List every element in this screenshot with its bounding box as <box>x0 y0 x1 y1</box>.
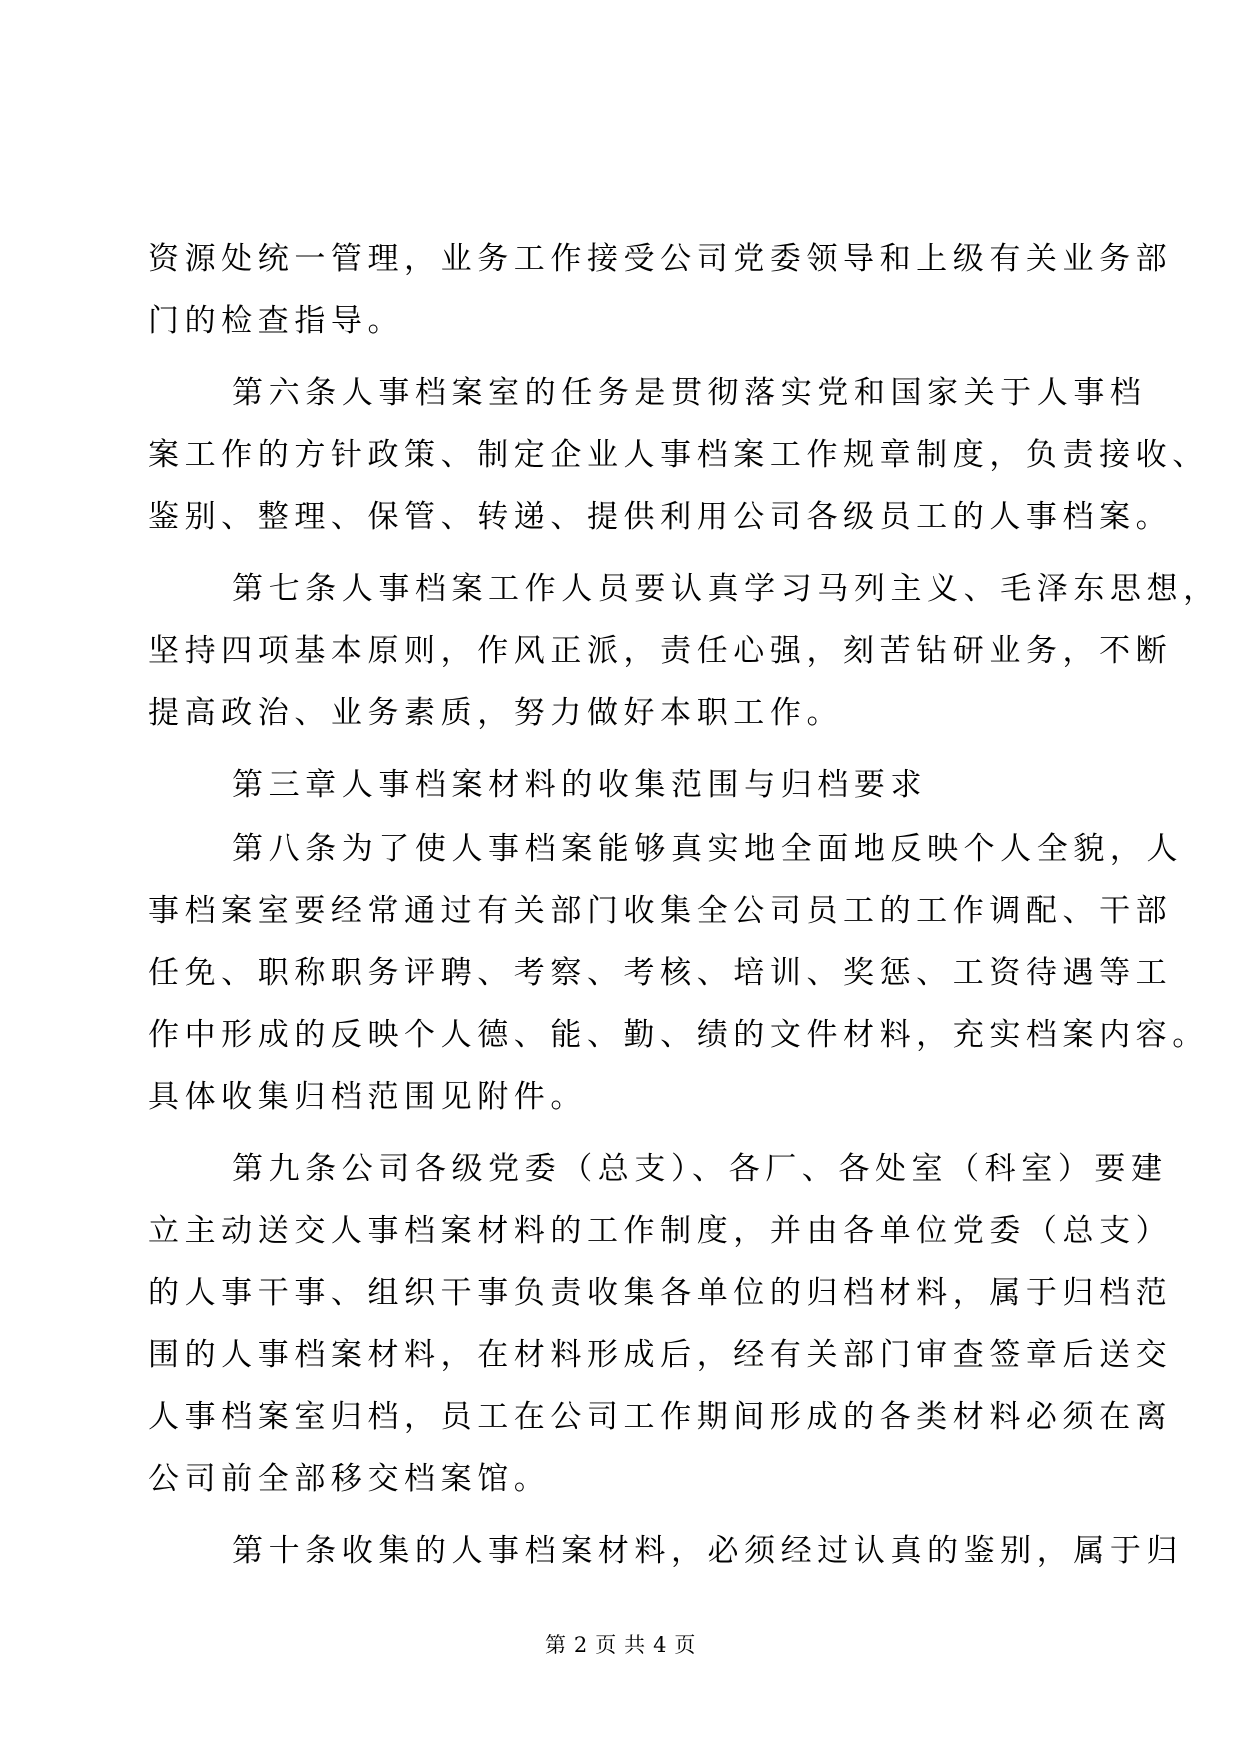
text-line: 任免、职称职务评聘、考察、考核、培训、奖惩、工资待遇等工 <box>148 955 1173 991</box>
article-10-line: 第十条收集的人事档案材料，必须经过认真的鉴别，属于归 <box>232 1533 1184 1569</box>
page-number: 第 2 页 共 4 页 <box>544 1633 697 1657</box>
article-6-line: 第六条人事档案室的任务是贯彻落实党和国家关于人事档 <box>232 375 1147 411</box>
text-line: 案工作的方针政策、制定企业人事档案工作规章制度，负责接收、 <box>148 437 1209 473</box>
text-line: 门的检查指导。 <box>148 303 405 339</box>
text-line: 立主动送交人事档案材料的工作制度，并由各单位党委（总支） <box>148 1213 1173 1249</box>
text-line: 公司前全部移交档案馆。 <box>148 1461 551 1497</box>
document-body <box>148 228 1220 1582</box>
text-line: 的人事干事、组织干事负责收集各单位的归档材料，属于归档范 <box>148 1275 1173 1311</box>
text-line: 坚持四项基本原则，作风正派，责任心强，刻苦钻研业务，不断 <box>148 633 1173 669</box>
article-9-line: 第九条公司各级党委（总支）、各厂、各处室（科室）要建 <box>232 1151 1168 1187</box>
text-line: 提高政治、业务素质，努力做好本职工作。 <box>148 695 844 731</box>
chapter-3-heading: 第三章人事档案材料的收集范围与归档要求 <box>232 767 928 803</box>
text-line: 事档案室要经常通过有关部门收集全公司员工的工作调配、干部 <box>148 893 1173 929</box>
text-line: 鉴别、整理、保管、转递、提供利用公司各级员工的人事档案。 <box>148 499 1173 535</box>
article-8-line: 第八条为了使人事档案能够真实地全面地反映个人全貌，人 <box>232 831 1184 867</box>
text-line: 围的人事档案材料，在材料形成后，经有关部门审查签章后送交 <box>148 1337 1173 1373</box>
text-line: 人事档案室归档，员工在公司工作期间形成的各类材料必须在离 <box>148 1399 1173 1435</box>
text-line: 资源处统一管理，业务工作接受公司党委领导和上级有关业务部 <box>148 241 1173 277</box>
text-line: 作中形成的反映个人德、能、勤、绩的文件材料，充实档案内容。 <box>148 1017 1209 1053</box>
article-7-line: 第七条人事档案工作人员要认真学习马列主义、毛泽东思想， <box>232 571 1220 607</box>
text-line: 具体收集归档范围见附件。 <box>148 1079 587 1115</box>
